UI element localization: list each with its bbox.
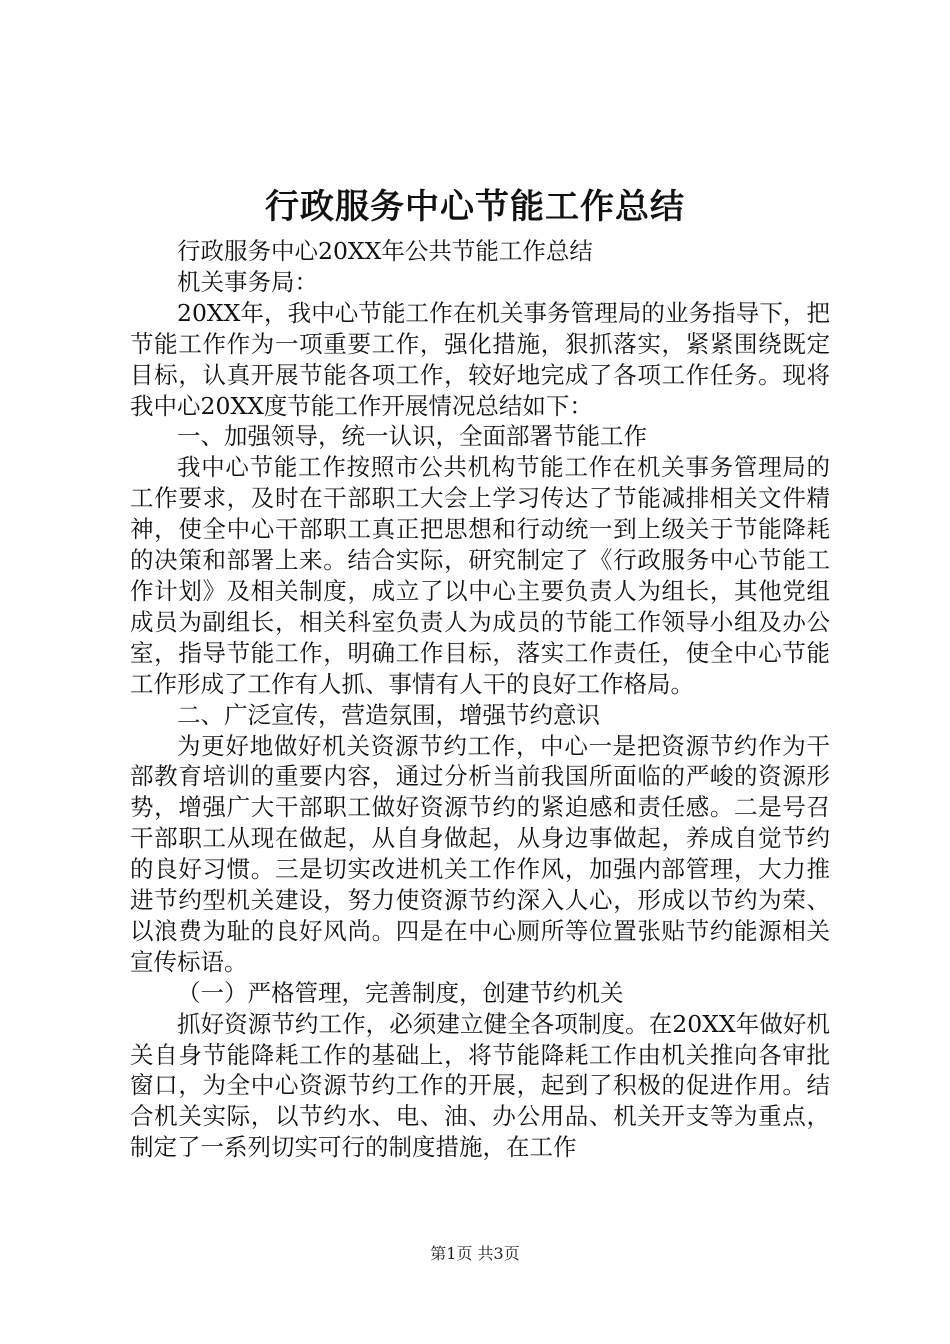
paragraph-intro: 20XX年，我中心节能工作在机关事务管理局的业务指导下，把节能工作作为一项重要工作，强化措施，狠抓落实，紧紧围绕既定目标，认真开展节能各项工作，较好地完成了各项工作任务。现将我中心20XX度节能工作开展情况总结如下： bbox=[130, 298, 830, 420]
paragraph-addressee: 机关事务局： bbox=[177, 267, 318, 296]
section-heading-2: 二、广泛宣传，营造氛围，增强节约意识 bbox=[177, 700, 600, 729]
page-number-footer: 第1页 共3页 bbox=[430, 1244, 520, 1263]
paragraph-subtitle: 行政服务中心20XX年公共节能工作总结 bbox=[177, 237, 593, 265]
paragraph-section-1: 我中心节能工作按照市公共机构节能工作在机关事务管理局的工作要求，及时在干部职工大会上学习传达了节能减排相关文件精神，使全中心干部职工真正把思想和行动统一到上级关于节能降耗的决策和部署上来。结合实际，研究制定了《行政服务中心节能工作计划》及相关制度，成立了以中心主要负责人为组长，其他党组成员为副组长，相关科室负责人为成员的节能工作领导小组及办公室，指导节能工作，明确工作目标，落实工作责任，使全中心节能工作形成了工作有人抓、事情有人干的良好工作格局。 bbox=[130, 453, 830, 698]
document-body bbox=[130, 236, 830, 1163]
paragraph-section-2: 为更好地做好机关资源节约工作，中心一是把资源节约作为干部教育培训的重要内容，通过分析当前我国所面临的严峻的资源形势，增强广大干部职工做好资源节约的紧迫感和责任感。二是号召干部职工从现在做起，从自身做起，从身边事做起，养成自觉节约的良好习惯。三是切实改进机关工作作风，加强内部管理，大力推进节约型机关建设，努力使资源节约深入人心，形成以节约为荣、以浪费为耻的良好风尚。四是在中心厕所等位置张贴节约能源相关宣传标语。 bbox=[130, 731, 830, 976]
section-heading-1: 一、加强领导，统一认识，全面部署节能工作 bbox=[177, 422, 647, 451]
paragraph-subsection-1: 抓好资源节约工作，必须建立健全各项制度。在20XX年做好机关自身节能降耗工作的基础上，将节能降耗工作由机关推向各审批窗口，为全中心资源节约工作的开展，起到了积极的促进作用。结合机关实际，以节约水、电、油、办公用品、机关开支等为重点，制定了一系列切实可行的制度措施，在工作 bbox=[130, 1009, 830, 1162]
document-title: 行政服务中心节能工作总结 bbox=[265, 187, 685, 227]
subsection-heading-1: （一）严格管理，完善制度，创建节约机关 bbox=[177, 978, 624, 1007]
